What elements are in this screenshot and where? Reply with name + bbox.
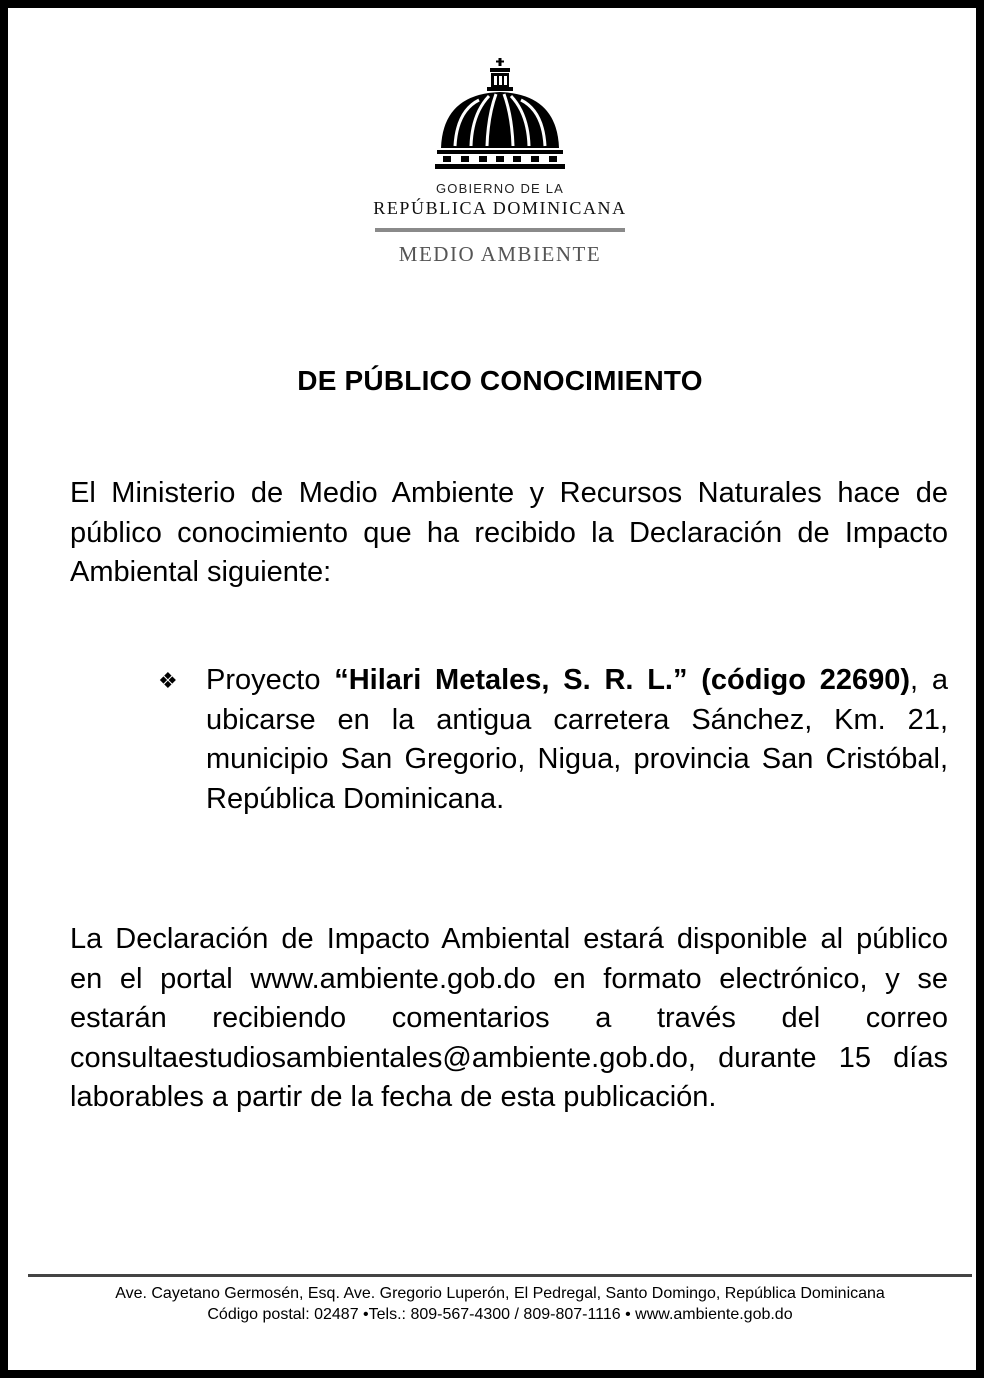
footer-divider bbox=[28, 1274, 972, 1277]
project-name: “Hilari Metales, S. R. L.” (código 22690) bbox=[334, 664, 911, 696]
ministry-name: MEDIO AMBIENTE bbox=[398, 242, 602, 266]
gov-line-1: GOBIERNO DE LA bbox=[435, 181, 565, 196]
project-location: , a ubicarse en la antigua carretera Sánchez, Km. 21, municipio San Gregorio, Nigua, provincia San Cristóbal, República Dominicana. bbox=[206, 664, 949, 815]
notice-title: DE PÚBLICO CONOCIMIENTO bbox=[297, 365, 703, 396]
government-logo bbox=[8, 56, 984, 266]
logo-divider bbox=[375, 228, 625, 232]
project-text bbox=[206, 661, 948, 819]
diamond-bullet-icon: ❖ bbox=[158, 668, 178, 693]
footer-contact: Código postal: 02487 •Tels.: 809-567-4300 / 809-807-1116 • www.ambiente.gob.do bbox=[207, 1306, 793, 1323]
gov-line-2: REPÚBLICA DOMINICANA bbox=[373, 198, 627, 218]
intro-paragraph: El Ministerio de Medio Ambiente y Recursos Naturales hace de público conocimiento que ha recibido la Declaración de Impacto Ambiental siguiente: bbox=[70, 477, 948, 588]
project-bullet bbox=[158, 661, 948, 819]
footer-address: Ave. Cayetano Germosén, Esq. Ave. Gregorio Luperón, El Pedregal, Santo Domingo, República Dominicana bbox=[115, 1285, 885, 1302]
dome-icon bbox=[435, 56, 565, 174]
availability-paragraph: La Declaración de Impacto Ambiental estará disponible al público en el portal www.ambiente.gob.do en formato electrónico, y se estarán recibiendo comentarios a través del correo consultaestudiosambientales@ambiente.gob.do, durante 15 días laborables a partir de la fecha de esta publicación. bbox=[70, 923, 948, 1113]
footer bbox=[8, 1283, 984, 1325]
project-prefix: Proyecto bbox=[206, 664, 335, 696]
